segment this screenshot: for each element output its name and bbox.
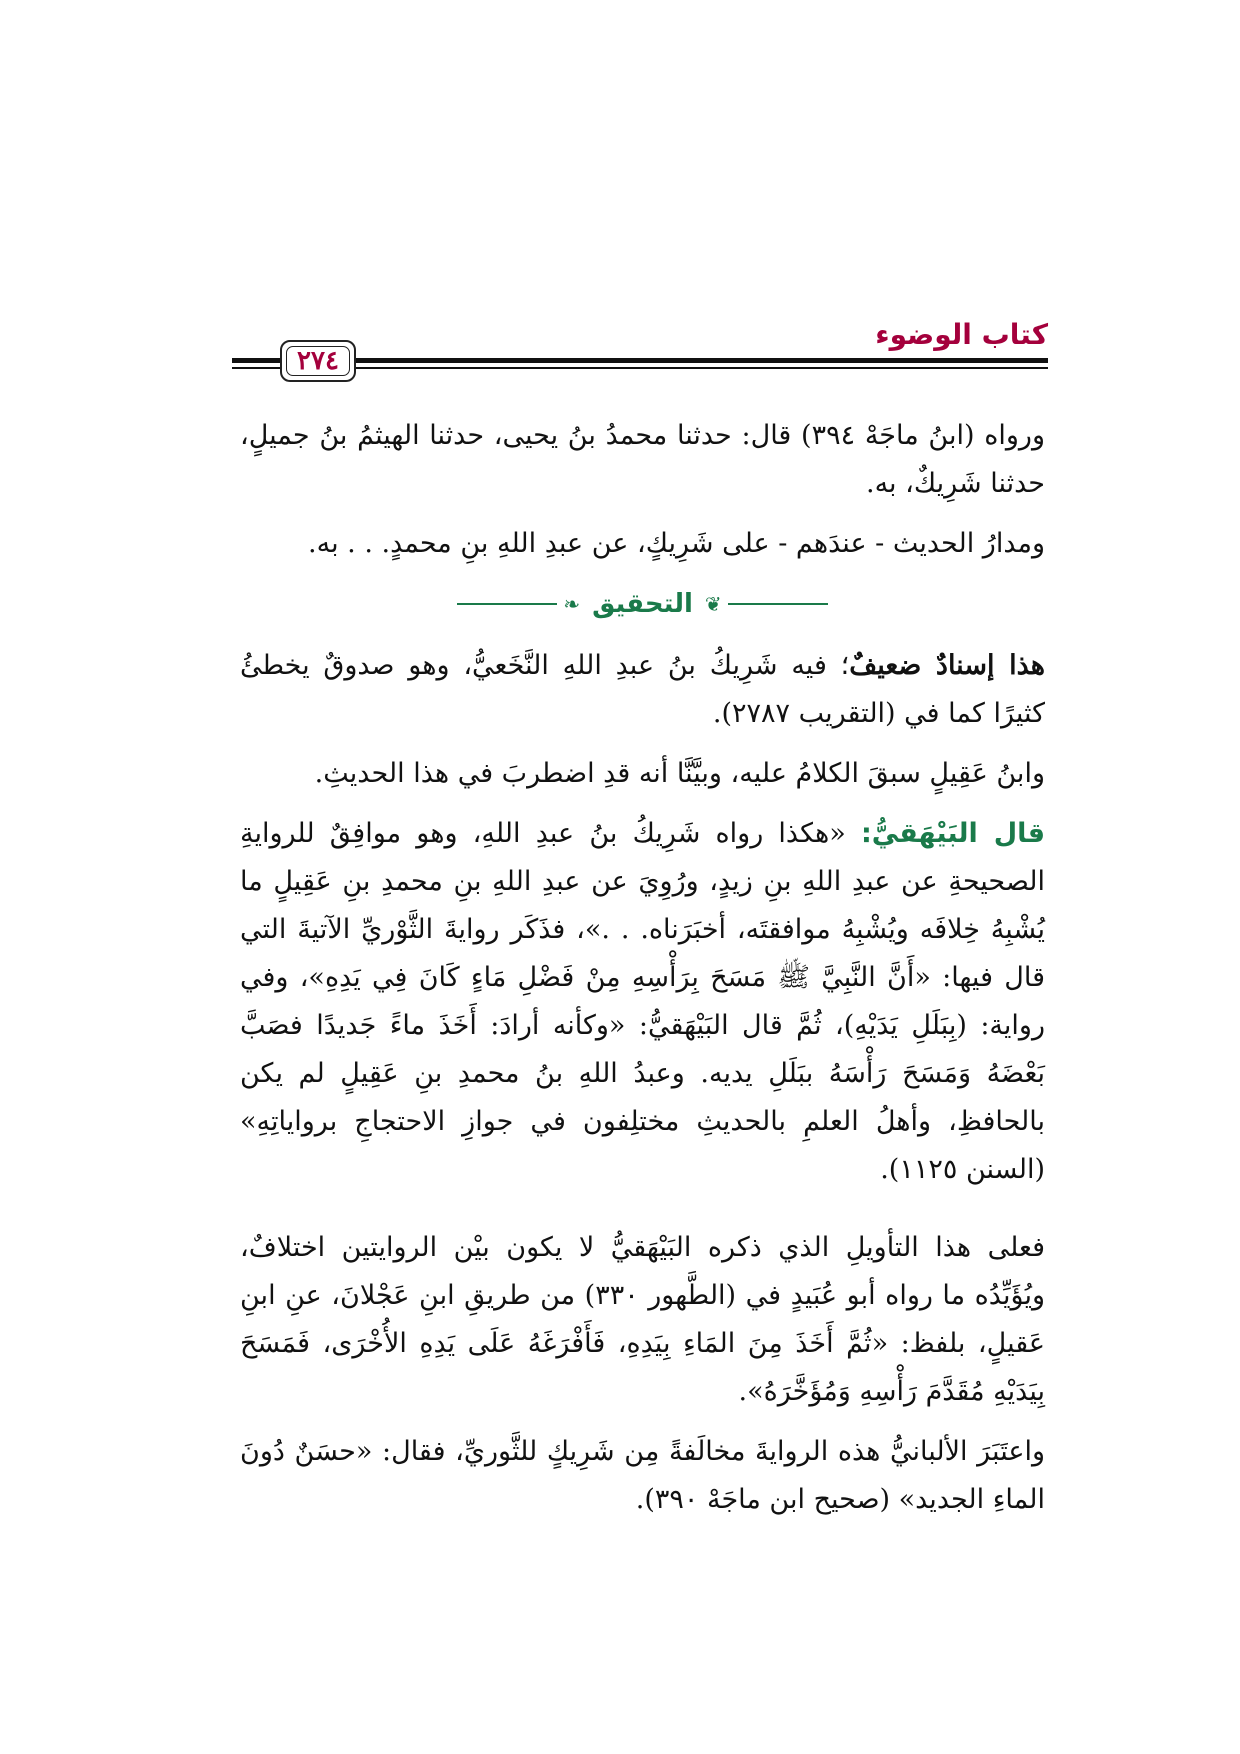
bayhaqi-text: «هكذا رواه شَرِيكُ بنُ عبدِ اللهِ، وهو موافِقٌ للروايةِ الصحيحةِ عن عبدِ اللهِ بنِ زيدٍ، ورُوِيَ عن عبدِ اللهِ بنِ محمدِ بنِ عَقِيلٍ ما يُشْبِهُ خِلافَه ويُشْبِهُ موافقتَه، أخبَرَناه. . .»، فذَكَر روايةَ الثَّوْريِّ الآتيةَ التي قال فيها: «أَنَّ النَّبِيَّ ﷺ مَسَحَ بِرَأْسِهِ مِنْ فَضْلِ مَاءٍ كَانَ فِي يَدِهِ»، وفي رواية: (بِبَلَلِ يَدَيْهِ)، ثُمَّ قال البَيْهَقيُّ: «وكأنه أرادَ: أَخَذَ ماءً جَديدًا فصَبَّ بَعْضَهُ وَمَسَحَ رَأْسَهُ ببَلَلِ يديه. وعبدُ اللهِ بنُ محمدِ بنِ عَقِيلٍ لم يكن بالحافظِ، وأهلُ العلمِ بالحديثِ مختلِفون في جوازِ الاحتجاجِ برواياتِهِ» (السنن ١١٢٥). (240, 818, 1045, 1185)
ornament-icon: ❧ (563, 592, 581, 616)
ornament-icon: ❦ (704, 592, 722, 616)
paragraph-ibn-majah: ورواه (ابنُ ماجَهْ ٣٩٤) قال: حدثنا محمدُ بنُ يحيى، حدثنا الهيثمُ بنُ جميلٍ، حدثنا شَرِيكٌ، به. (240, 420, 1046, 499)
paragraph-albani: واعتَبَرَ الألبانيُّ هذه الروايةَ مخالَفةً مِن شَرِيكٍ للثَّوريِّ، فقال: «حسَنٌ دُونَ الماءِ الجديد» (صحيح ابن ماجَهْ ٣٩٠). (240, 1436, 1045, 1515)
divider-line-left (457, 603, 557, 605)
isnad-verdict: هذا إسنادٌ ضعيفٌ (849, 650, 1045, 681)
paragraph-madar: ومدارُ الحديث - عندَهم - على شَرِيكٍ، عن عبدِ اللهِ بنِ محمدٍ. . . به. (308, 528, 1045, 559)
page-number-box (280, 340, 356, 382)
page-body (240, 412, 1045, 1536)
paragraph-ibn-aqil: وابنُ عَقِيلٍ سبقَ الكلامُ عليه، وبيَّنَّا أنه قدِ اضطربَ في هذا الحديثِ. (314, 758, 1045, 789)
bayhaqi-label: قال البَيْهَقيُّ: (860, 818, 1045, 849)
spacer (240, 1206, 1045, 1224)
section-divider (240, 580, 1045, 628)
paragraph-bayhaqi (240, 810, 1045, 1194)
isnad-detail: ؛ فيه شَرِيكُ بنُ عبدِ اللهِ النَّخَعيُّ، وهو صدوقٌ يخطئُ كثيرًا كما في (التقريب ٢٧٨٧). (240, 650, 1045, 729)
page-header (232, 318, 1048, 398)
page-number: ٢٧٤ (297, 346, 339, 376)
paragraph-isnad (240, 642, 1045, 738)
divider-line-right (728, 603, 828, 605)
paragraph-tawil: فعلى هذا التأويلِ الذي ذكره البَيْهَقيُّ لا يكون بيْن الروايتين اختلافٌ، ويُؤَيِّدُه ما رواه أبو عُبَيدٍ في (الطَّهور ٣٣٠) من طريقِ ابنِ عَجْلانَ، عنِ ابنِ عَقيلٍ، بلفظ: «ثُمَّ أَخَذَ مِنَ المَاءِ بِيَدِهِ، فَأَفْرَغَهُ عَلَى يَدِهِ الأُخْرَى، فَمَسَحَ بِيَدَيْهِ مُقَدَّمَ رَأْسِهِ وَمُؤَخَّرَهُ». (240, 1232, 1045, 1407)
book-title: كتاب الوضوء (875, 318, 1048, 351)
section-title: التحقيق (592, 589, 693, 619)
